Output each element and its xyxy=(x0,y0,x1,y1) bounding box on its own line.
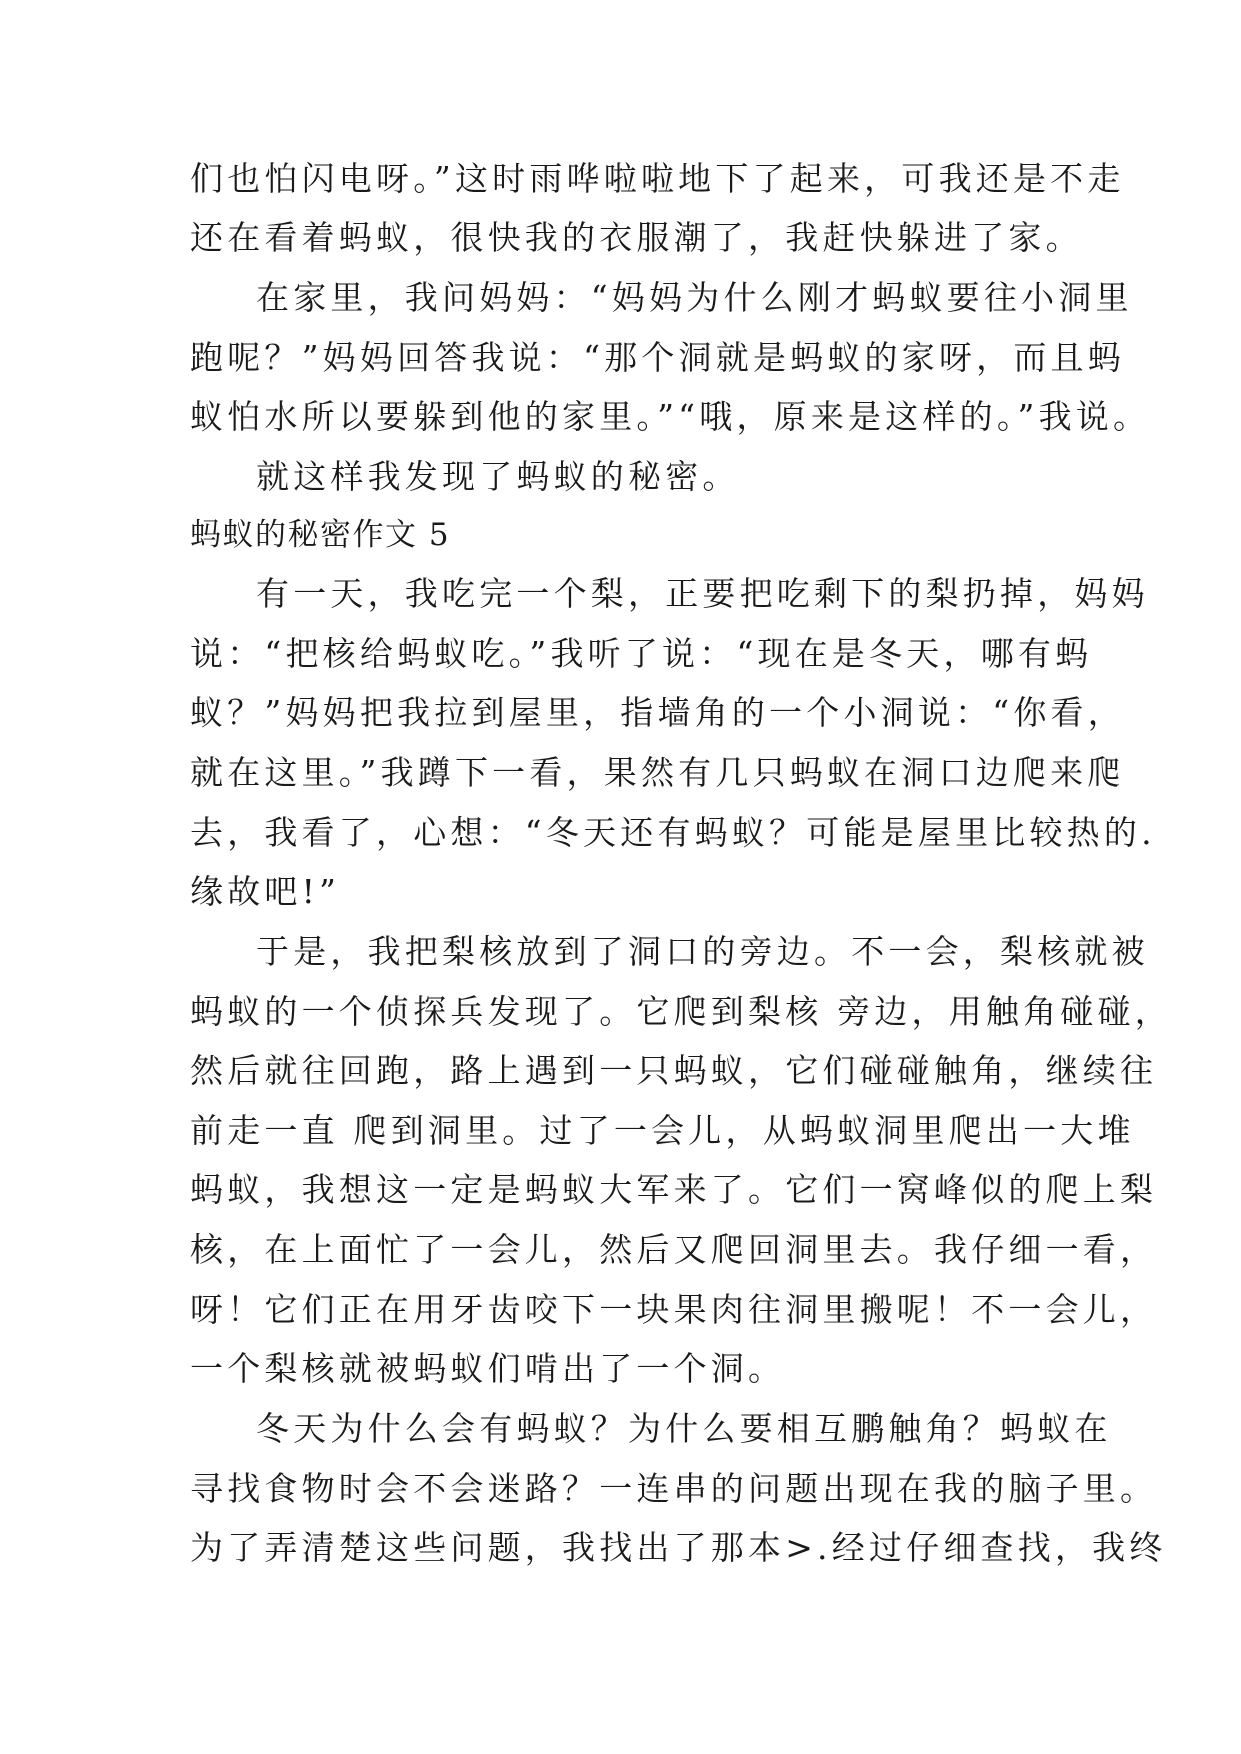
paragraph-line: 还在看着蚂蚁，很快我的衣服潮了，我赶快躲进了家。 xyxy=(190,218,1083,257)
paragraph-line: 蚁？”妈妈把我拉到屋里，指墙角的一个小洞说：“你看， xyxy=(190,693,1125,732)
paragraph-line: 就这样我发现了蚂蚁的秘密。 xyxy=(256,457,740,496)
paragraph-line: 就在这里。”我蹲下一看，果然有几只蚂蚁在洞口边爬来爬 xyxy=(190,753,1125,792)
paragraph-line: 寻找食物时会不会迷路？一连串的问题出现在我的脑子里。 xyxy=(190,1469,1158,1508)
paragraph-line: 前走一直 爬到洞里。过了一会儿，从蚂蚁洞里爬出一大堆 xyxy=(190,1111,1135,1150)
paragraph-line: 说：“把核给蚂蚁吃。”我听了说：“现在是冬天，哪有蚂 xyxy=(190,634,1093,673)
section-heading: 蚂蚁的秘密作文 5 xyxy=(190,517,451,553)
paragraph-line: 然后就往回跑，路上遇到一只蚂蚁，它们碰碰触角，继续往 xyxy=(190,1051,1158,1090)
paragraph-line: 于是，我把梨核放到了洞口的旁边。不一会，梨核就被 xyxy=(256,932,1149,971)
paragraph-line: 去，我看了，心想：“冬天还有蚂蚁？可能是屋里比较热的. xyxy=(190,813,1156,852)
paragraph-line: 有一天，我吃完一个梨，正要把吃剩下的梨扔掉，妈妈 xyxy=(256,574,1149,613)
paragraph-line: 缘故吧!” xyxy=(190,872,341,911)
paragraph-line: 核，在上面忙了一会儿，然后又爬回洞里去。我仔细一看， xyxy=(190,1230,1158,1269)
paragraph-line: 们也怕闪电呀。”这时雨哗啦啦地下了起来，可我还是不走 xyxy=(190,159,1125,198)
paragraph-line: 蚁怕水所以要躲到他的家里。”“哦，原来是这样的。”我说。 xyxy=(190,397,1151,436)
paragraph-line: 在家里，我问妈妈：“妈妈为什么刚才蚂蚁要往小洞里 xyxy=(256,278,1133,317)
paragraph-line: 一个梨核就被蚂蚁们啃出了一个洞。 xyxy=(190,1349,786,1388)
paragraph-line: 蚂蚁的一个侦探兵发现了。它爬到梨核 旁边，用触角碰碰， xyxy=(190,992,1172,1031)
paragraph-line: 跑呢？”妈妈回答我说：“那个洞就是蚂蚁的家呀，而且蚂 xyxy=(190,338,1125,377)
paragraph-line: 蚂蚁，我想这一定是蚂蚁大军来了。它们一窝峰似的爬上梨 xyxy=(190,1170,1158,1209)
paragraph-line: 为了弄清楚这些问题，我找出了那本>.经过仔细查找，我终 xyxy=(190,1528,1167,1567)
paragraph-line: 呀！它们正在用牙齿咬下一块果肉往洞里搬呢！不一会儿， xyxy=(190,1290,1158,1329)
paragraph-line: 冬天为什么会有蚂蚁？为什么要相互鹏触角？蚂蚁在 xyxy=(256,1409,1112,1448)
